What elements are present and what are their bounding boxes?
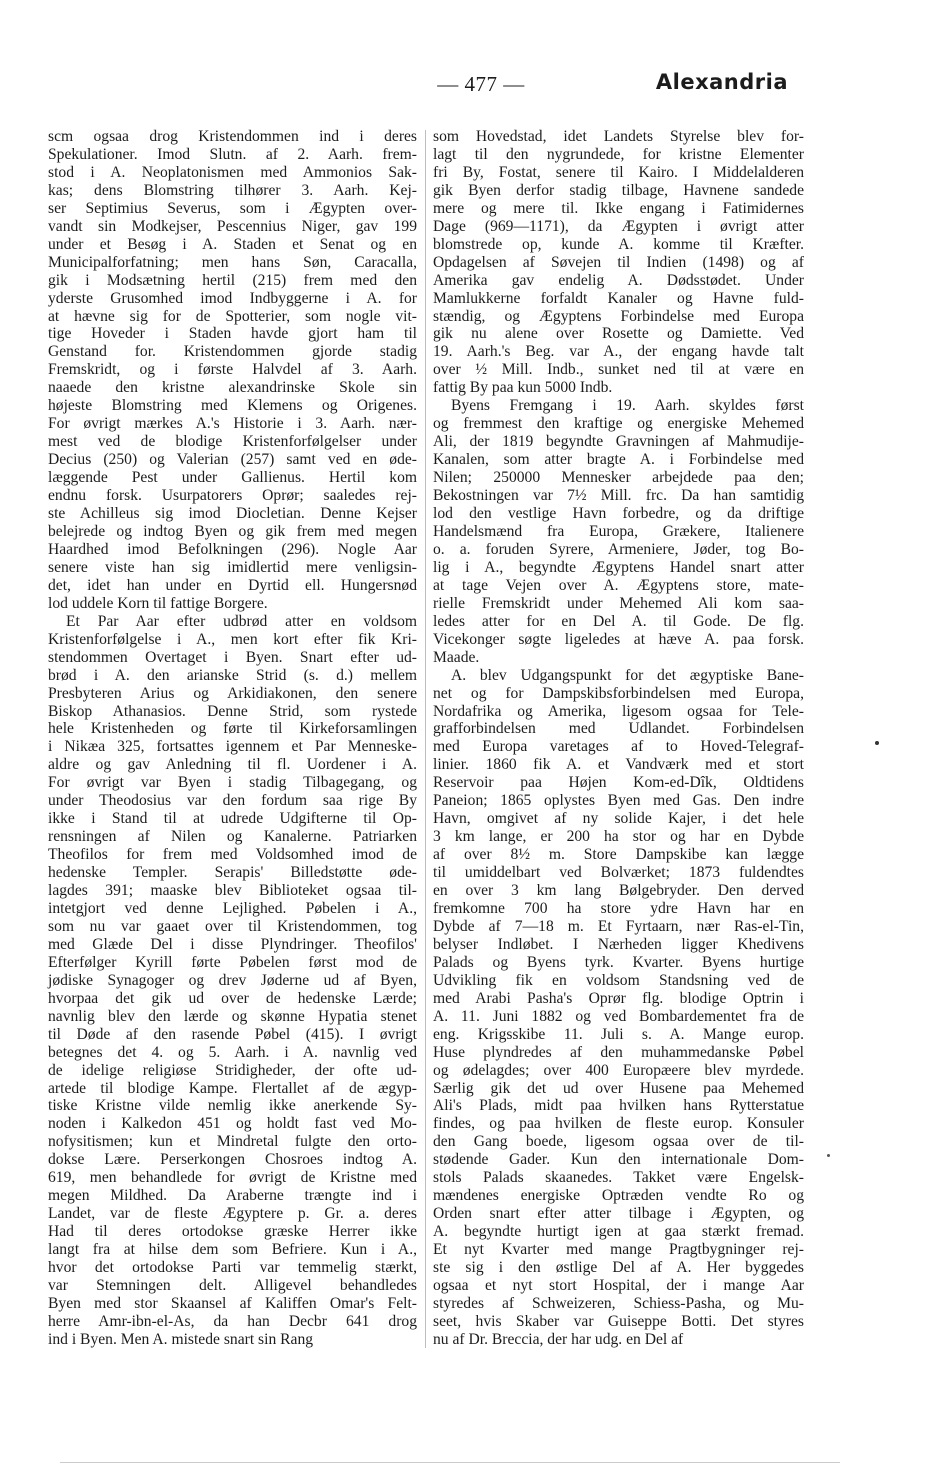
left-column xyxy=(48,128,417,1349)
text-line: Presbyteren Arius og Arkidiakonen, den senere xyxy=(48,684,417,702)
text-line: scm ogsaa drog Kristendommen ind i deres xyxy=(48,128,417,145)
text-line: Decius (250) og Valerian (257) samt ved en øde- xyxy=(48,451,417,469)
text-line: de idelige religiøse Stridigheder, der ofte ud- xyxy=(48,1061,417,1079)
text-line: ind i Byen. Men A. mistede snart sin Rang xyxy=(48,1330,314,1348)
text-line: Ali, der 1819 begyndte Gravningen af Mahmudije- xyxy=(433,433,804,451)
text-line: som Hovedstad, idet Landets Styrelse blev for- xyxy=(433,128,804,145)
text-line: fri By, Fostat, senere til Kairo. I Middelalderen xyxy=(433,163,804,181)
text-line: fattig By paa kun 5000 Indb. xyxy=(433,379,613,397)
text-line: senere viste han sig imidlertid mere venligsin- xyxy=(48,558,417,576)
text-line: Udvikling fik en voldsom Standsning ved de xyxy=(433,971,804,989)
text-line: mest ved de blodige Kristenforfølgelser under xyxy=(48,433,417,451)
text-line: blomstrede op, kunde A. komme til Kræfter. xyxy=(433,235,804,253)
paragraph xyxy=(433,397,804,666)
column-divider xyxy=(425,130,426,1348)
text-line: A. blev Udgangspunkt for det ægyptiske Bane- xyxy=(451,666,804,684)
text-line: Nilen; 250000 Mennesker arbejdede paa den; xyxy=(433,469,804,487)
text-line: Maade. xyxy=(433,648,480,666)
text-line: Dage (969—1171), da Ægypten i øvrigt atter xyxy=(433,217,804,235)
text-line: Amerika gav endelig A. Dødsstødet. Under xyxy=(433,271,804,289)
text-line: net og for Dampskibsforbindelsen med Europa, xyxy=(433,684,804,702)
text-line: en over 3 km lang Bølgebryder. Den derved xyxy=(433,882,804,900)
paragraph xyxy=(433,128,804,397)
text-line: nu af Dr. Breccia, der har udg. en Del af xyxy=(433,1330,684,1348)
text-line: ogsaa et nyt stort Hospital, der i mange Aar xyxy=(433,1277,804,1294)
text-line: kas; dens Blomstring tilhører 3. Aarh. Kej- xyxy=(48,181,417,199)
text-line: endnu forsk. Usurpatorers Oprør; saaledes rej- xyxy=(48,487,417,505)
text-line: hedenske Templer. Serapis' Billedstøtte øde- xyxy=(48,864,417,882)
text-line: Havn, omgivet af ny solide Kajer, i det hele xyxy=(433,810,804,828)
print-speck xyxy=(875,741,879,745)
text-line: Handelsmænd fra Europa, Grækere, Italienere xyxy=(433,522,804,540)
text-line: seet, hvis Skaber var Guiseppe Botti. Det styres xyxy=(433,1312,804,1330)
page-number: — 477 — xyxy=(437,72,525,96)
text-line: herre Amr-ibn-el-As, da han Decbr 641 drog xyxy=(48,1312,417,1330)
text-line: tige Hoveder i Staden havde gjort ham til xyxy=(48,325,417,343)
text-line: over ½ Mill. Indb., sunket ned til at være en xyxy=(433,361,804,379)
text-line: Theofilos for frem med Voldsomhed imod de xyxy=(48,846,417,864)
text-line: Paneion; 1865 oplystes Byen med Gas. Den indre xyxy=(433,792,804,810)
text-line: mændenes energiske Optræden vendte Ro og xyxy=(433,1187,804,1205)
text-line: med Glæde Del i disse Plyndringer. Theofilos' xyxy=(48,935,417,953)
text-line: Opdagelsen af Søvejen til Indien (1498) og af xyxy=(433,253,804,271)
text-line: den Gang boede, ligesom ogsaa over de til- xyxy=(433,1133,804,1151)
text-line: aldre og gav Anledning til fl. Uordener i A. xyxy=(48,756,417,774)
text-line: Vicekonger søgte ligeledes at hæve A. paa forsk. xyxy=(433,630,804,648)
text-line: og ødelagdes; over 400 Europæere blev myrdede. xyxy=(433,1061,804,1079)
text-line: var Stemningen delt. Alligevel behandledes xyxy=(48,1277,417,1294)
text-line: ikke i Stand til at udrede Udgifterne til Op- xyxy=(48,810,417,828)
text-line: lig i A., begyndte Ægyptens Handel snart atter xyxy=(433,558,804,576)
text-line: med Arabi Pasha's Oprør flg. blodige Optrin i xyxy=(433,989,804,1007)
text-line: stødende Gader. Kun den internationale Dom- xyxy=(433,1151,804,1169)
text-line: ste sig i den østlige Del af A. Her byggedes xyxy=(433,1259,804,1277)
text-line: og fremmest den kraftige og energiske Mehemed xyxy=(433,415,804,433)
text-line: 3 km lange, er 200 ha stor og har en Dybde xyxy=(433,828,804,846)
text-line: at hævne sig for de Spotterier, som nogle vit- xyxy=(48,307,417,325)
text-line: brød i A. den arianske Strid (s. d.) mellem xyxy=(48,666,417,684)
text-line: ste Achilleus sig imod Diocletian. Denne Kejser xyxy=(48,505,417,523)
text-line: Fremskridt, og i første Halvdel af 3. Aarh. xyxy=(48,361,417,379)
text-line: det, idet han under en Dyrtid ell. Hungersnød xyxy=(48,576,417,594)
text-line: o. a. foruden Syrere, Armeniere, Jøder, tog Bo- xyxy=(433,540,804,558)
text-line: gik i Modsætning hertil (215) frem med den xyxy=(48,271,417,289)
text-line: gik nu alene over Rosette og Damiette. Ved xyxy=(433,325,804,343)
text-line: Dybde af 7—18 m. Et Fyrtaarn, nær Ras-el-Tin, xyxy=(433,917,804,935)
text-line: hele Kristenheden og førte til Kirkeforsamlingen xyxy=(48,720,417,738)
text-line: lod uddele Korn til fattige Borgere. xyxy=(48,594,268,612)
text-line: af over 8½ m. Store Dampskibe kan lægge xyxy=(433,846,804,864)
text-line: med Europa varetages af to Hoved-Telegraf- xyxy=(433,738,804,756)
text-line: artede til blodige Kampe. Flertallet af de ægyp- xyxy=(48,1079,417,1097)
text-line: navnlig blev den lærde og skønne Hypatia stenet xyxy=(48,1007,417,1025)
text-line: stols Palads skaanedes. Takket være Engelsk- xyxy=(433,1169,804,1187)
text-line: yderste Grusomhed imod Indbyggerne i A. for xyxy=(48,289,417,307)
text-line: intetgjort ved denne Lejlighed. Pøbelen i A., xyxy=(48,899,417,917)
text-line: under et Besøg i A. Staden et Senat og en xyxy=(48,235,417,253)
text-line: Municipalforfatning; men hans Søn, Caracalla, xyxy=(48,253,417,271)
text-line: findes, og paa hvilken de fleste europ. Konsuler xyxy=(433,1115,804,1133)
text-line: Orden snart efter atter tilbage i Ægypten, og xyxy=(433,1205,804,1223)
text-line: nofysitismen; kun et Mindretal fulgte den orto- xyxy=(48,1133,417,1151)
text-line: vandt sin Modkejser, Pescennius Niger, gav 199 xyxy=(48,217,417,235)
paragraph xyxy=(433,667,804,1349)
text-line: Særlig gik det ud over Husene paa Mehemed xyxy=(433,1079,804,1097)
text-line: læggende Pest under Gallienus. Hertil kom xyxy=(48,469,417,487)
text-line: gik Byen derfor stadig tilbage, Havnene sandede xyxy=(433,181,804,199)
text-line: jødiske Synagoger og drev Jøderne ud af Byen, xyxy=(48,971,417,989)
text-line: styredes af Schweizeren, Schiess-Pasha, og Mu- xyxy=(433,1294,804,1312)
scan-edge xyxy=(60,1462,840,1463)
text-line: lagt til den nygrundede, for kristne Elementer xyxy=(433,145,804,163)
text-line: ser Septimius Severus, som i Ægypten over- xyxy=(48,199,417,217)
text-line: linier. 1860 fik A. et Vandværk med et stort xyxy=(433,756,804,774)
text-line: belejrede og indtog Byen og gik frem med megen xyxy=(48,522,417,540)
text-line: Kanalen, som atter bragte A. i Forbindelse med xyxy=(433,451,804,469)
text-line: Efterfølger Kyrill førte Pøbelen først mod de xyxy=(48,953,417,971)
text-line: Haardhed imod Befolkningen (296). Nogle Aar xyxy=(48,540,417,558)
text-line: Bekostningen var 7½ Mill. frc. Da han samtidig xyxy=(433,487,804,505)
text-line: betegnes det 4. og 5. Aarh. i A. navnlig ved xyxy=(48,1043,417,1061)
text-line: Byen med stor Skaansel af Kaliffen Omar's Felt- xyxy=(48,1294,417,1312)
text-line: lagdes 391; maaske blev Biblioteket ogsaa til- xyxy=(48,882,417,900)
text-line: Byens Fremgang i 19. Aarh. skyldes først xyxy=(451,397,804,415)
text-line: Nordafrika og Amerika, ligesom ogsaa for Tele- xyxy=(433,702,804,720)
text-line: hvor det ortodokse Parti var temmelig stærkt, xyxy=(48,1259,417,1277)
text-line: A. 11. Juni 1882 og ved Bombardementet fra de xyxy=(433,1007,804,1025)
text-line: Had til deres ortodokse græske Herrer ikke xyxy=(48,1223,417,1241)
text-line: For øvrigt mærkes A.'s Historie i 3. Aarh. nær- xyxy=(48,415,417,433)
text-line: ledes atter for en Del A. til Gode. De flg. xyxy=(433,612,804,630)
text-line: Biskop Athanasios. Denne Strid, som rystede xyxy=(48,702,417,720)
text-line: rielle Fremskridt under Mehemed Ali kom saa- xyxy=(433,594,804,612)
text-line: rensningen af Nilen og Kanalerne. Patriarken xyxy=(48,828,417,846)
text-line: stændig, og Ægyptens Forbindelse med Europa xyxy=(433,307,804,325)
text-line: Genstand for. Kristendommen gjorde stadig xyxy=(48,343,417,361)
text-line: grafforbindelsen med Udlandet. Forbindelsen xyxy=(433,720,804,738)
text-line: megen Mildhed. Da Araberne trængte ind i xyxy=(48,1187,417,1205)
text-line: eng. Krigsskibe 11. Juli s. A. Mange europ. xyxy=(433,1025,804,1043)
text-line: belyser Indløbet. I Nærheden ligger Khedivens xyxy=(433,935,804,953)
text-line: i Nikæa 325, fortsattes igennem et Par Menneske- xyxy=(48,738,417,756)
text-line: stendommen Overtaget i Byen. Snart efter ud- xyxy=(48,648,417,666)
text-line: Mamlukkerne forfaldt Kanaler og Havne fuld- xyxy=(433,289,804,307)
text-line: noden i Kalkedon 451 og holdt fast ved Mo- xyxy=(48,1115,417,1133)
text-line: Spekulationer. Imod Slutn. af 2. Aarh. frem- xyxy=(48,145,417,163)
text-line: lod den vestlige Havn forbedre, og da driftige xyxy=(433,505,804,523)
page-header xyxy=(46,72,788,102)
text-line: Huse plyndredes af den muhammedanske Pøbel xyxy=(433,1043,804,1061)
text-line: tiske Kristne vilde nemlig ikke anerkende Sy- xyxy=(48,1097,417,1115)
print-speck xyxy=(827,1154,830,1157)
text-line: til umiddelbart ved Bolværket; 1873 fuldendtes xyxy=(433,864,804,882)
text-line: højeste Blomstring med Klemens og Origenes. xyxy=(48,397,417,415)
text-line: For øvrigt var Byen i stadig Tilbagegang, og xyxy=(48,774,417,792)
text-line: langt fra at hilse dem som Befriere. Kun i A., xyxy=(48,1241,417,1259)
text-line: Kristenforfølgelse i A., men kort efter fik Kri- xyxy=(48,630,417,648)
text-line: 19. Aarh.'s Beg. var A., der engang havde talt xyxy=(433,343,804,361)
text-line: Landet, var de fleste Ægyptere p. Gr. a. deres xyxy=(48,1205,417,1223)
text-line: naaede den kristne alexandrinske Skole sin xyxy=(48,379,417,397)
text-line: stod i A. Neoplatonismen med Ammonios Sak- xyxy=(48,163,417,181)
text-line: dokse Lære. Perserkongen Chosroes indtog A. xyxy=(48,1151,417,1169)
text-line: Palads og Byens tyrk. Kvarter. Byens hurtige xyxy=(433,953,804,971)
text-line: A. begyndte hurtigt igen at gaa stærkt fremad. xyxy=(433,1223,804,1241)
text-line: Et Par Aar efter udbrød atter en voldsom xyxy=(66,612,417,630)
text-line: mere og mere til. Ikke engang i Fatimidernes xyxy=(433,199,804,217)
text-line: under Theodosius var den fordum saa rige By xyxy=(48,792,417,810)
text-line: som nu var gaaet over til Kristendommen, tog xyxy=(48,917,417,935)
running-head: Alexandria xyxy=(655,70,788,94)
paragraph xyxy=(48,613,417,1349)
right-column xyxy=(433,128,804,1349)
text-line: Ali's Plads, midt paa hvilken hans Rytterstatue xyxy=(433,1097,804,1115)
text-line: 619, men behandlede for øvrigt de Kristne med xyxy=(48,1169,417,1187)
text-line: Et nyt Kvarter med mange Pragtbygninger rej- xyxy=(433,1241,804,1259)
text-line: til Døde af den rasende Pøbel (415). I øvrigt xyxy=(48,1025,417,1043)
text-line: at tage Vejen over A. Ægyptens store, mate- xyxy=(433,576,804,594)
text-line: Reservoir paa Højen Kom-ed-Dîk, Oldtidens xyxy=(433,774,804,792)
text-line: fremkomne 700 ha store ydre Havn har en xyxy=(433,899,804,917)
paragraph xyxy=(48,128,417,613)
text-line: hvorpaa det gik ud over de hedenske Lærde; xyxy=(48,989,417,1007)
